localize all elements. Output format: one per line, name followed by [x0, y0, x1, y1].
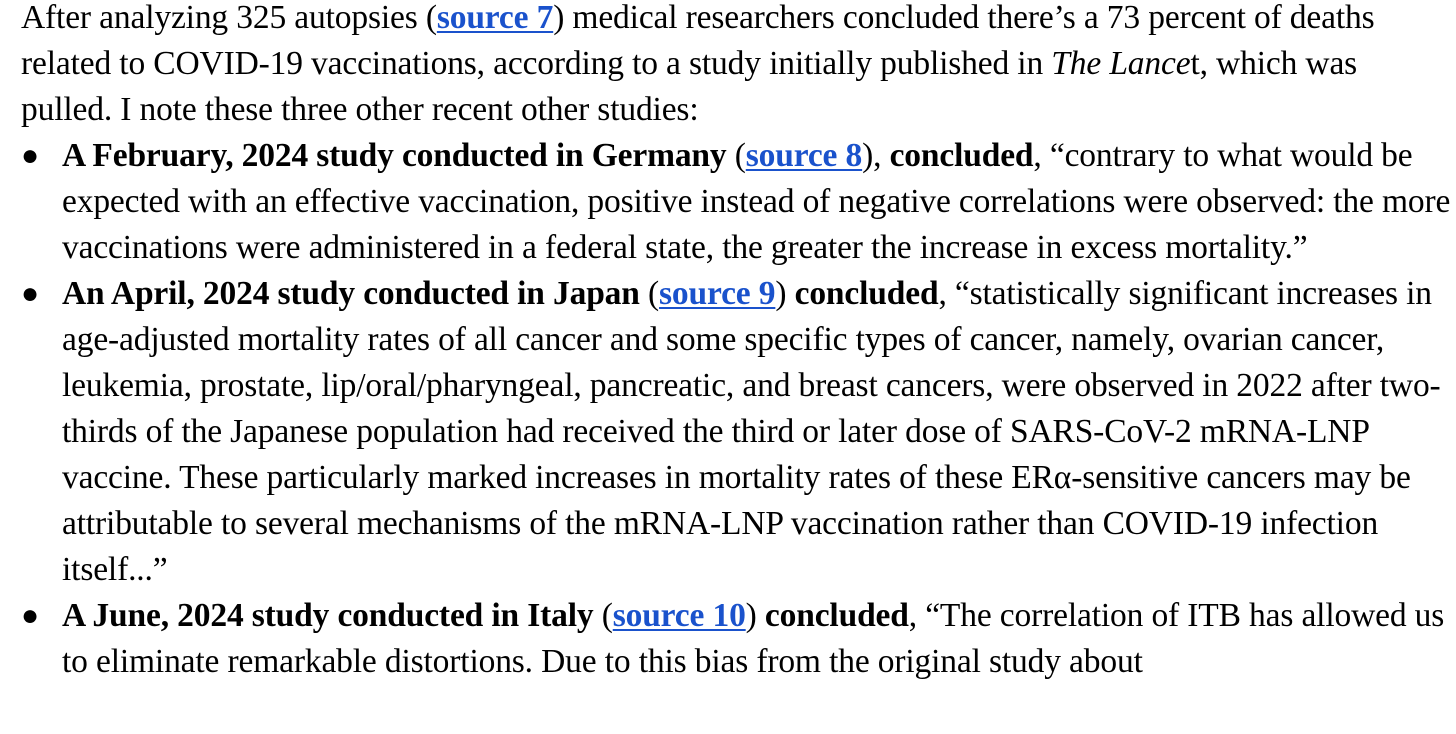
paren-close: ) [775, 275, 795, 312]
list-item [21, 271, 1453, 593]
bullet-icon: ● [21, 139, 39, 172]
study-heading: A February, 2024 study conducted in Germany [62, 137, 727, 174]
study-heading: A June, 2024 study conducted in Italy [62, 597, 594, 634]
paren-open: ( [726, 137, 746, 174]
paren-open: ( [593, 597, 613, 634]
concluded-label: concluded [794, 275, 939, 312]
paren-close: ) [745, 597, 765, 634]
paren-open: ( [639, 275, 659, 312]
source-8-link[interactable]: source 8 [745, 137, 863, 174]
source-9-link[interactable]: source 9 [659, 275, 776, 312]
study-heading: An April, 2024 study conducted in Japan [62, 275, 640, 312]
paren-close: ), [862, 137, 890, 174]
list-item [21, 593, 1453, 685]
source-7-link[interactable]: source 7 [436, 0, 554, 36]
study-quote: , “The correlation of ITB has allowed us to eliminate remarkable distortions. Due to this bias from the original study about [62, 597, 1445, 680]
bullet-icon: ● [21, 277, 39, 310]
concluded-label: concluded [889, 137, 1034, 174]
studies-list [21, 133, 1453, 685]
list-item [21, 133, 1453, 271]
intro-paragraph [21, 0, 1453, 133]
bullet-icon: ● [21, 599, 39, 632]
intro-text-1: After analyzing 325 autopsies ( [21, 0, 437, 36]
concluded-label: concluded [764, 597, 909, 634]
journal-name: The Lance [1051, 45, 1191, 82]
article-body [21, 0, 1453, 685]
study-quote: , “statistically significant increases in age-adjusted mortality rates of all cancer and some specific types of cancer, namely, ovarian cancer, leukemia, prostate, lip/oral/pharyngeal, pancreatic, and breast cancers, were observed in 2022 after two-thirds of the Japanese population had received the third or later dose of SARS-CoV-2 mRNA-LNP vaccine. These particularly marked increases in mortality rates of these ERα-sensitive cancers may be attributable to several mechanisms of the mRNA-LNP vaccination rather than COVID-19 infection itself...” [62, 275, 1441, 588]
source-10-link[interactable]: source 10 [612, 597, 746, 634]
study-quote: , “contrary to what would be expected with an effective vaccination, positive instead of negative correlations were observed: the more vaccinations were administered in a federal state, the greater the increase in excess mortality.” [62, 137, 1451, 266]
intro-text-3: t, which was pulled. I note these three other recent other studies: [21, 45, 1358, 128]
intro-text-2: ) medical researchers concluded there’s a 73 percent of deaths related to COVID-19 vaccinations, according to a study initially published in [21, 0, 1375, 82]
